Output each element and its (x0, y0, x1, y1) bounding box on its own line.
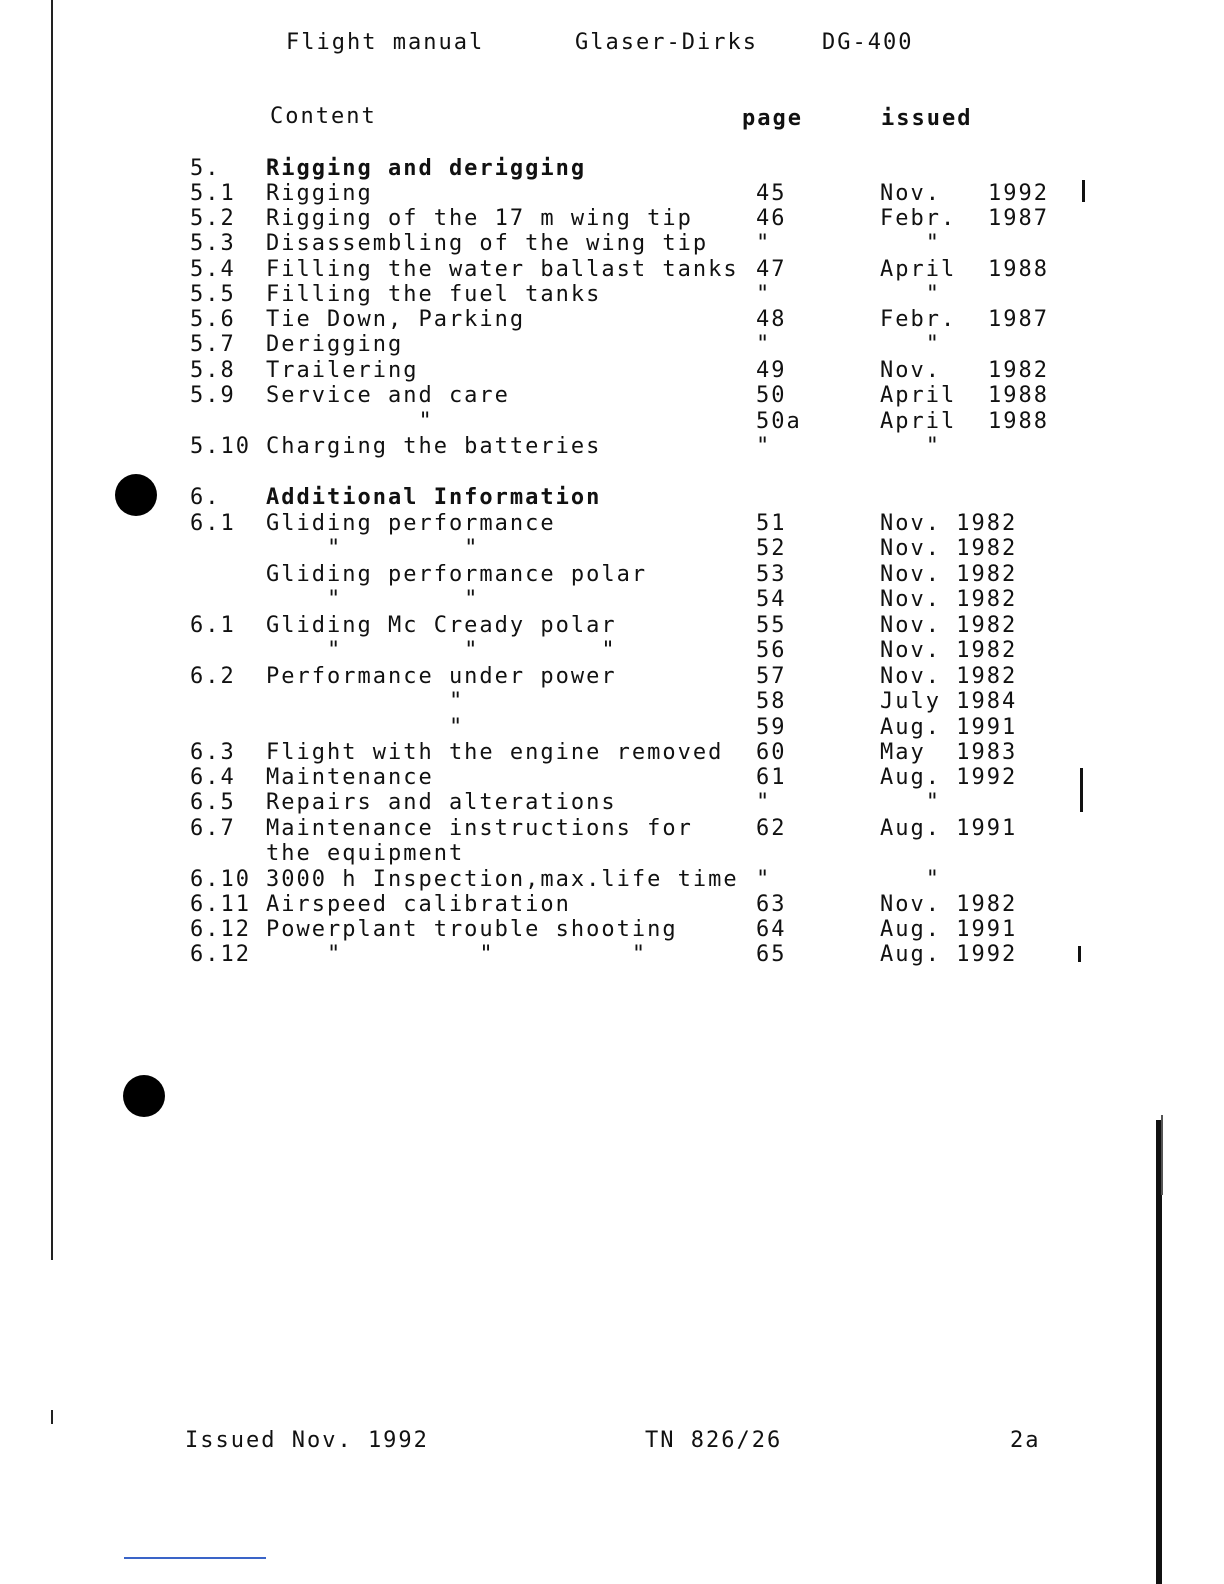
column-header-page: page (742, 106, 803, 131)
table-row (0, 765, 1224, 791)
page-number: 55 (756, 613, 787, 638)
section-title: 3000 h Inspection,max.life time (266, 867, 739, 892)
table-row (0, 892, 1224, 918)
footer-tn-number: TN 826/26 (645, 1428, 783, 1453)
column-header-issued: issued (881, 106, 973, 131)
table-row (0, 841, 1224, 867)
section-title: Disassembling of the wing tip (266, 231, 709, 256)
section-title: " " (266, 587, 480, 612)
section-number: 6.11 (190, 892, 251, 917)
section-number: 5.6 (190, 307, 236, 332)
issue-month: Aug. 1991 (880, 917, 1018, 942)
table-row (0, 383, 1224, 409)
page-number: 57 (756, 664, 787, 689)
table-row (0, 332, 1224, 358)
section-title: " (266, 409, 434, 434)
issue-month: April (880, 257, 957, 282)
page-number: 48 (756, 307, 787, 332)
page-number: 45 (756, 181, 787, 206)
section-title: " (266, 689, 465, 714)
section-title: Flight with the engine removed (266, 740, 724, 765)
table-row (0, 740, 1224, 766)
table-row (0, 358, 1224, 384)
page-number: 47 (756, 257, 787, 282)
section-title: Gliding performance polar (266, 562, 648, 587)
section-number: 5.5 (190, 282, 236, 307)
issue-month: Aug. 1991 (880, 816, 1018, 841)
section-number: 5.1 (190, 181, 236, 206)
section-title: Repairs and alterations (266, 790, 617, 815)
page-number: 60 (756, 740, 787, 765)
issue-month: " (880, 434, 941, 459)
section-title: Performance under power (266, 664, 617, 689)
issue-month: Aug. 1991 (880, 715, 1018, 740)
table-row (0, 562, 1224, 588)
page-number: 46 (756, 206, 787, 231)
page-number: " (756, 282, 772, 307)
issue-month: Nov. (880, 358, 941, 383)
page-number: 64 (756, 917, 787, 942)
table-row (0, 917, 1224, 943)
section-number: 6.1 (190, 511, 236, 536)
section-title: Rigging (266, 181, 373, 206)
column-header-content: Content (270, 104, 377, 129)
page-number: 56 (756, 638, 787, 663)
section-title: Rigging of the 17 m wing tip (266, 206, 693, 231)
section-number: 5.8 (190, 358, 236, 383)
section-title: Service and care (266, 383, 510, 408)
table-row (0, 715, 1224, 741)
page-number: 63 (756, 892, 787, 917)
issue-month: April (880, 383, 957, 408)
section-number: 6.12 (190, 942, 251, 967)
page-number: " (756, 867, 772, 892)
page-number: 52 (756, 536, 787, 561)
issue-month: " (880, 867, 941, 892)
page-number: " (756, 332, 772, 357)
section-title: Airspeed calibration (266, 892, 571, 917)
table-row (0, 156, 1224, 182)
header-manufacturer: Glaser-Dirks (575, 30, 758, 55)
scan-edge-left-fragment (51, 1410, 53, 1424)
issue-year: 1987 (988, 307, 1049, 332)
table-row (0, 942, 1224, 968)
issue-year: 1987 (988, 206, 1049, 231)
page-number: 51 (756, 511, 787, 536)
section-title: Filling the water ballast tanks (266, 257, 739, 282)
issue-month: " (880, 790, 941, 815)
issue-month: July 1984 (880, 689, 1018, 714)
section-title: Maintenance (266, 765, 434, 790)
section-number: 6.10 (190, 867, 251, 892)
issue-month: Aug. 1992 (880, 765, 1018, 790)
section-number: 5.2 (190, 206, 236, 231)
section-number: 5.10 (190, 434, 251, 459)
section-number: 6.4 (190, 765, 236, 790)
issue-month: Nov. (880, 181, 941, 206)
issue-month: Nov. 1982 (880, 511, 1018, 536)
issue-month: April (880, 409, 957, 434)
issue-month: Febr. (880, 307, 957, 332)
table-row (0, 638, 1224, 664)
scan-edge-right-thin (1161, 1115, 1163, 1195)
page-number: 65 (756, 942, 787, 967)
page-number: 59 (756, 715, 787, 740)
issue-month: May 1983 (880, 740, 1018, 765)
table-row (0, 536, 1224, 562)
section-number: 6.2 (190, 664, 236, 689)
issue-month: Nov. 1982 (880, 664, 1018, 689)
issue-month: Nov. 1982 (880, 892, 1018, 917)
page-number: 58 (756, 689, 787, 714)
section-title: Trailering (266, 358, 419, 383)
issue-month: " (880, 332, 941, 357)
section-title: Tie Down, Parking (266, 307, 526, 332)
section-title: Filling the fuel tanks (266, 282, 602, 307)
issue-month: Nov. 1982 (880, 638, 1018, 663)
table-row (0, 257, 1224, 283)
table-row (0, 613, 1224, 639)
issue-month: Nov. 1982 (880, 536, 1018, 561)
page-number: 50a (756, 409, 802, 434)
table-row (0, 689, 1224, 715)
table-row (0, 587, 1224, 613)
issue-month: Nov. 1982 (880, 562, 1018, 587)
punch-hole-lower (123, 1075, 165, 1117)
issue-month: Nov. 1982 (880, 613, 1018, 638)
issue-year: 1988 (988, 409, 1049, 434)
section-number: 5.9 (190, 383, 236, 408)
table-row (0, 485, 1224, 511)
section-title: Charging the batteries (266, 434, 602, 459)
table-row (0, 181, 1224, 207)
issue-year: 1982 (988, 358, 1049, 383)
section-number: 5.3 (190, 231, 236, 256)
page-number: 54 (756, 587, 787, 612)
section-number: 6.12 (190, 917, 251, 942)
section-title: Maintenance instructions for (266, 816, 693, 841)
footer-page-number: 2a (1010, 1428, 1041, 1453)
page-number: 49 (756, 358, 787, 383)
table-row (0, 511, 1224, 537)
table-row (0, 307, 1224, 333)
section-title: Rigging and derigging (266, 156, 587, 181)
section-number: 6.5 (190, 790, 236, 815)
page-number: 50 (756, 383, 787, 408)
section-number: 6.7 (190, 816, 236, 841)
table-row (0, 664, 1224, 690)
page-number: 61 (756, 765, 787, 790)
section-title: Additional Information (266, 485, 602, 510)
page-number: " (756, 231, 772, 256)
section-title: " " " (266, 638, 617, 663)
table-row (0, 867, 1224, 893)
section-title: Powerplant trouble shooting (266, 917, 678, 942)
issue-year: 1988 (988, 257, 1049, 282)
section-title: Derigging (266, 332, 404, 357)
table-row (0, 460, 1224, 486)
footer-issued-date: Issued Nov. 1992 (185, 1428, 429, 1453)
table-row (0, 790, 1224, 816)
table-row (0, 282, 1224, 308)
section-number: 5.7 (190, 332, 236, 357)
page-number: " (756, 434, 772, 459)
section-number: 6. (190, 485, 221, 510)
scan-underline-mark (124, 1557, 266, 1559)
issue-month: Nov. 1982 (880, 587, 1018, 612)
section-number: 6.3 (190, 740, 236, 765)
page-number: " (756, 790, 772, 815)
table-row (0, 231, 1224, 257)
section-title: " " " (266, 942, 648, 967)
section-title: Gliding Mc Cready polar (266, 613, 617, 638)
section-number: 6.1 (190, 613, 236, 638)
section-title: " (266, 715, 465, 740)
issue-month: " (880, 231, 941, 256)
issue-month: Febr. (880, 206, 957, 231)
page-number: 62 (756, 816, 787, 841)
table-row (0, 434, 1224, 460)
section-title: the equipment (266, 841, 465, 866)
table-row (0, 409, 1224, 435)
section-number: 5. (190, 156, 221, 181)
table-row (0, 816, 1224, 842)
table-row (0, 206, 1224, 232)
header-model: DG-400 (822, 30, 914, 55)
section-title: " " (266, 536, 480, 561)
section-title: Gliding performance (266, 511, 556, 536)
issue-month: Aug. 1992 (880, 942, 1018, 967)
section-number: 5.4 (190, 257, 236, 282)
issue-month: " (880, 282, 941, 307)
issue-year: 1988 (988, 383, 1049, 408)
header-manual-title: Flight manual (286, 30, 485, 55)
issue-year: 1992 (988, 181, 1049, 206)
page-number: 53 (756, 562, 787, 587)
